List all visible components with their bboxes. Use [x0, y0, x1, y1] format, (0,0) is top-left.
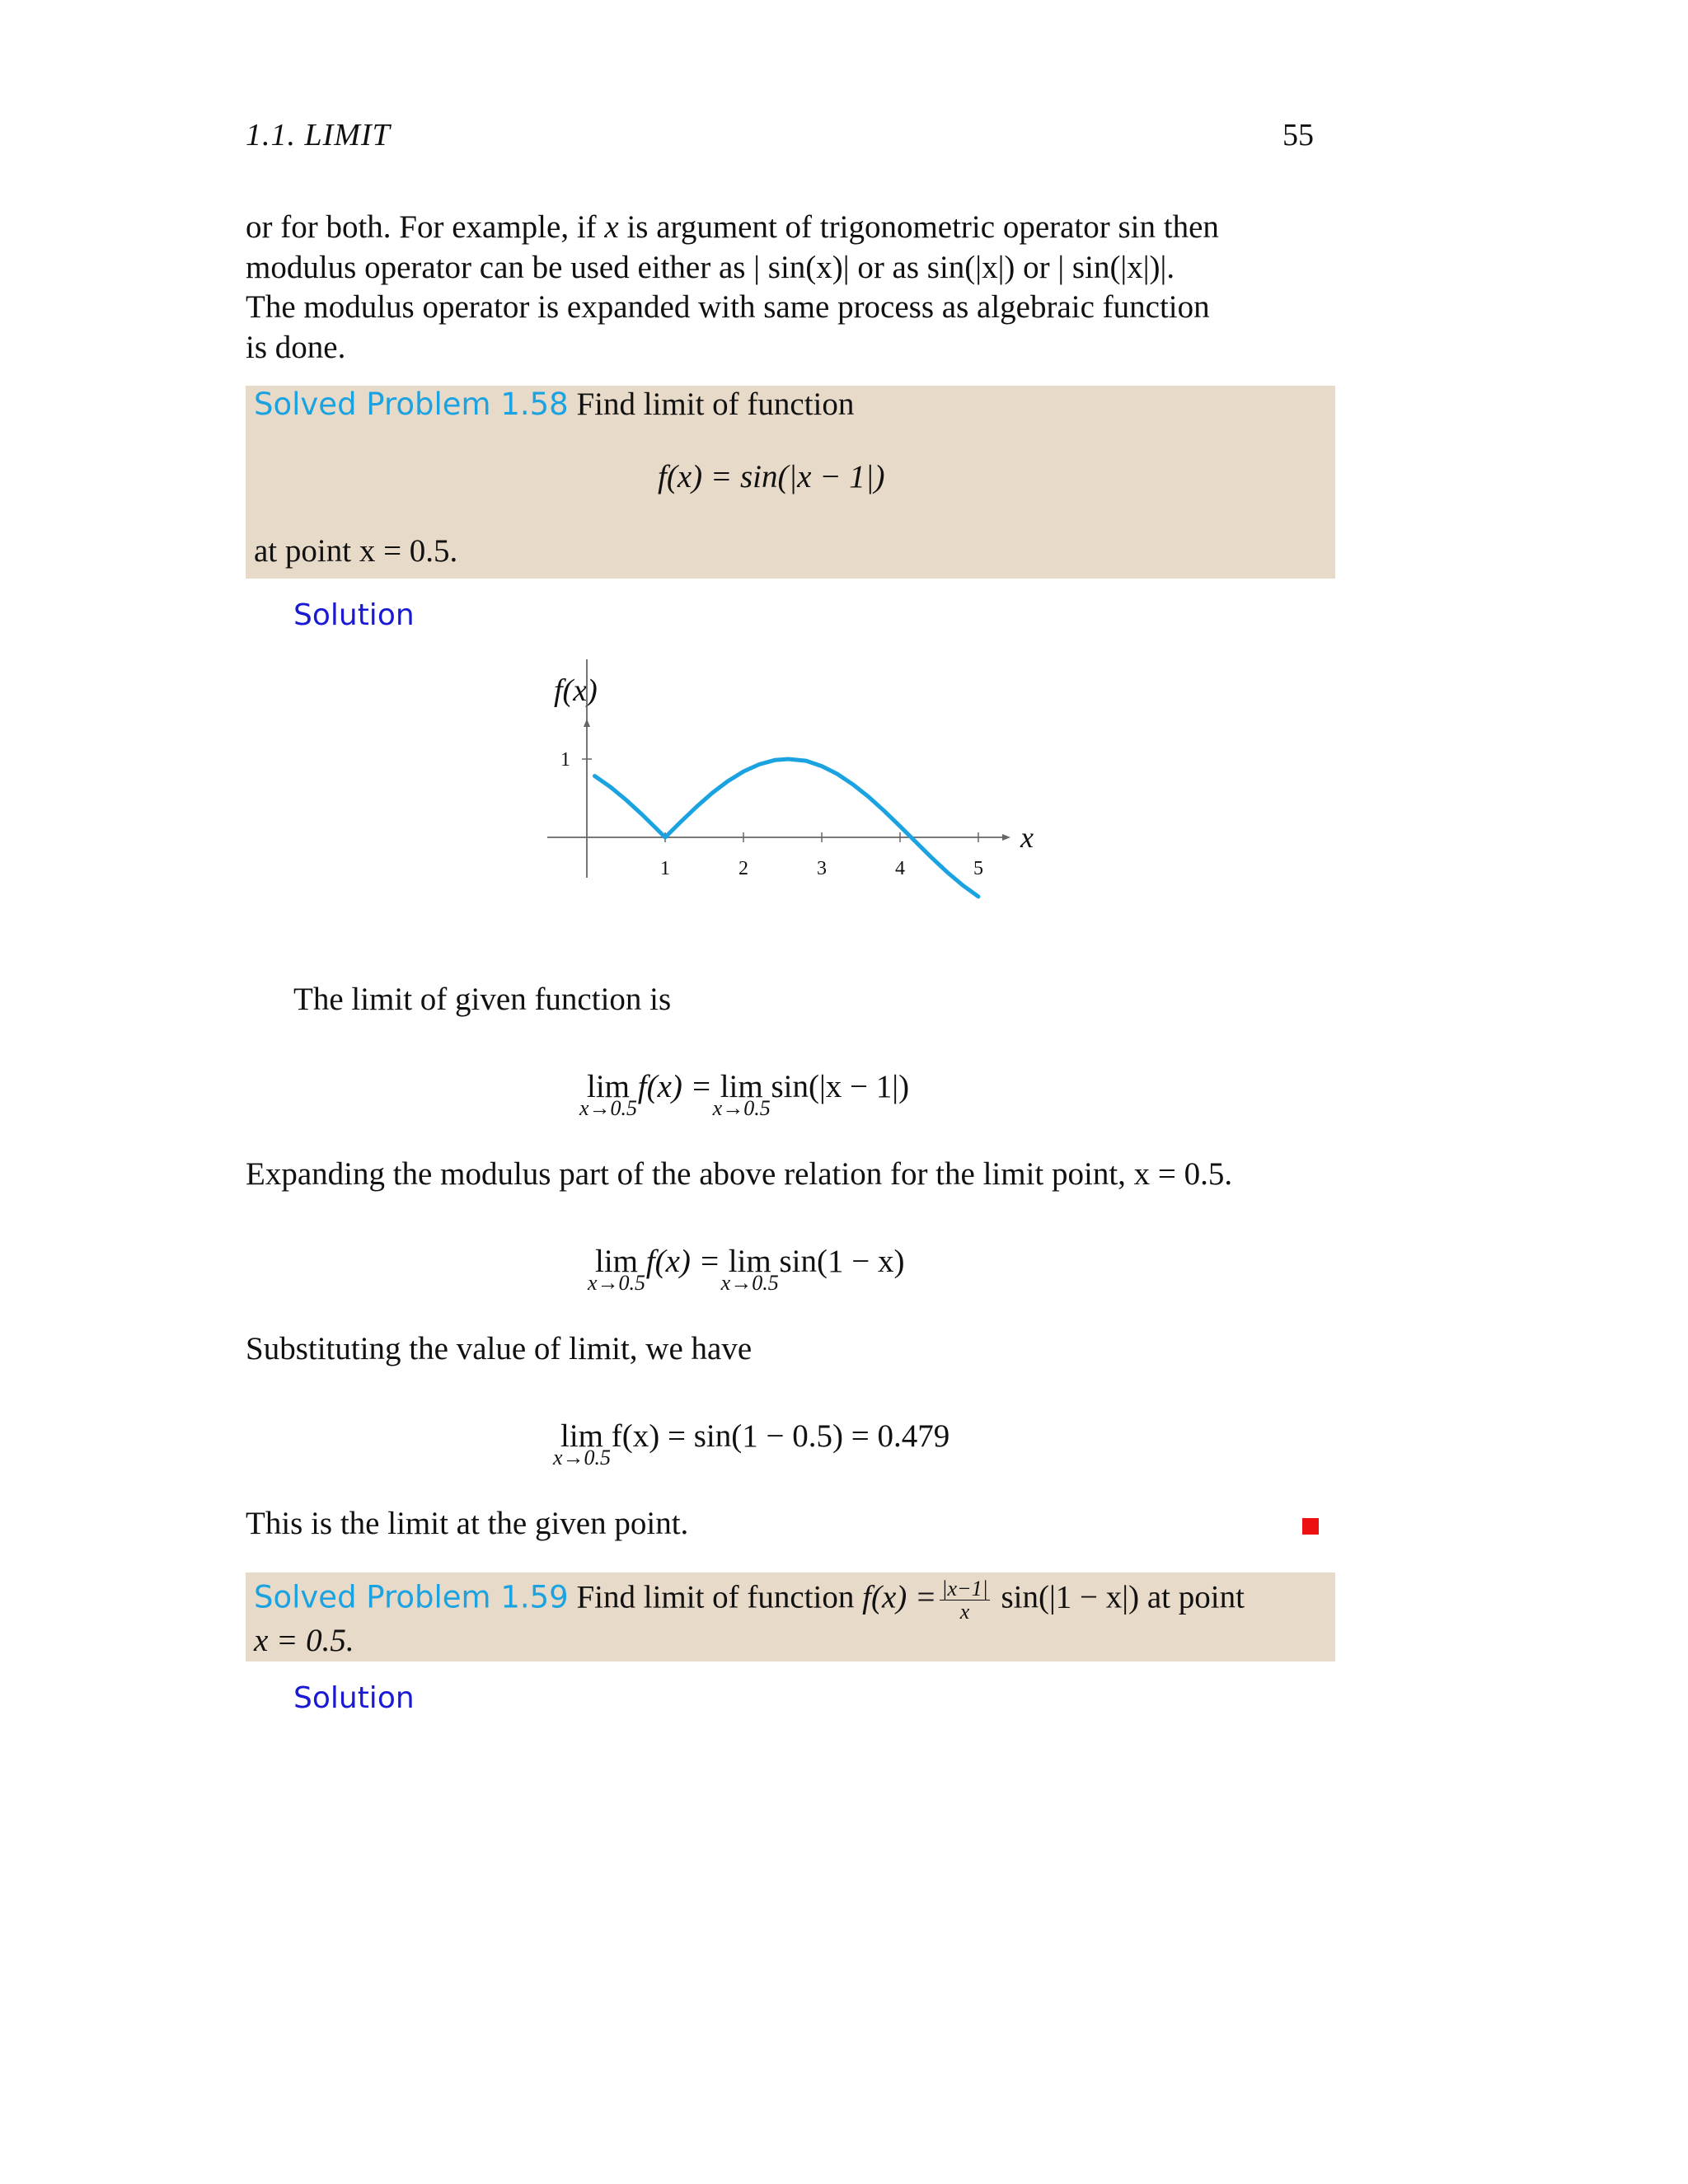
problem-158-label: Solved Problem 1.58	[254, 387, 569, 422]
substitution-text: Substituting the value of limit, we have	[246, 1331, 753, 1366]
qed-square-icon	[1302, 1518, 1319, 1535]
fraction: $\frac{|x-1|}{x}$	[941, 1577, 988, 1624]
x-axis-label: x	[1020, 821, 1034, 854]
problem-158-statement: Find limit of function	[568, 387, 855, 422]
limit-intro-text: The limit of given function is	[293, 982, 672, 1017]
lim-operator: lim x→0.5	[579, 1069, 638, 1120]
x-tick-label: 4	[895, 858, 905, 879]
x-tick-label: 2	[738, 858, 748, 879]
problem-158-point: at point x = 0.5.	[254, 533, 458, 569]
problem-159-label: Solved Problem 1.59	[254, 1579, 569, 1615]
expand-text: Expanding the modulus part of the above relation for the limit point, x = 0.5.	[246, 1156, 1233, 1192]
x-tick-label: 1	[660, 858, 670, 879]
limit-equation-3: lim x→0.5 f(x) = sin(1 − 0.5) = 0.479	[552, 1418, 950, 1469]
lim-subscript: x→0.5	[720, 1271, 779, 1295]
lim-operator: lim x→0.5	[712, 1069, 771, 1120]
conclusion-text: This is the limit at the given point.	[246, 1506, 689, 1541]
y-axis-label: f(x)	[554, 673, 598, 708]
running-header: 1.1. LIMIT	[246, 118, 391, 152]
problem-158-equation: f(x) = sin(|x − 1|)	[658, 459, 885, 494]
lim-operator: lim x→0.5	[720, 1244, 779, 1295]
solution-label-2: Solution	[293, 1681, 415, 1715]
solution-label: Solution	[293, 598, 415, 632]
function-curve	[595, 759, 979, 897]
lim-subscript: x→0.5	[587, 1271, 646, 1295]
lim-subscript: x→0.5	[579, 1096, 638, 1120]
function-graph	[511, 659, 1071, 923]
x-axis-arrow	[1002, 834, 1010, 841]
limit-equation-2: lim x→0.5 f(x) = lim x→0.5 sin(1 − x)	[587, 1244, 905, 1295]
intro-line-3: The modulus operator is expanded with same process as algebraic function	[246, 289, 1210, 325]
y-axis-arrow	[584, 719, 590, 727]
problem-159-point: x = 0.5.	[254, 1623, 354, 1658]
problem-box-158	[246, 386, 1335, 579]
x-tick-label: 5	[973, 858, 983, 879]
problem-box-159	[246, 1572, 1335, 1661]
y-tick-label: 1	[560, 749, 570, 771]
intro-line-1: or for both. For example, if x is argument of trigonometric operator sin then	[246, 209, 1219, 245]
problem-158-heading	[254, 386, 854, 423]
lim-operator: lim x→0.5	[587, 1244, 646, 1295]
lim-subscript: x→0.5	[712, 1096, 771, 1120]
lim-operator: lim x→0.5	[552, 1418, 612, 1469]
lim-subscript: x→0.5	[552, 1446, 612, 1469]
x-tick-label: 3	[817, 858, 827, 879]
intro-paragraph	[246, 208, 1317, 368]
problem-159-heading: Solved Problem 1.59 Find limit of function f(x) = $\frac{|x-1|}{x}$ sin(|1 − x|) at point	[254, 1577, 1245, 1624]
page-number: 55	[1282, 118, 1314, 152]
limit-equation-1: lim x→0.5 f(x) = lim x→0.5 sin(|x − 1|)	[579, 1069, 910, 1120]
intro-line-4: is done.	[246, 329, 346, 365]
intro-line-2: modulus operator can be used either as | sin(x)| or as sin(|x|) or | sin(|x|)|.	[246, 249, 1175, 285]
